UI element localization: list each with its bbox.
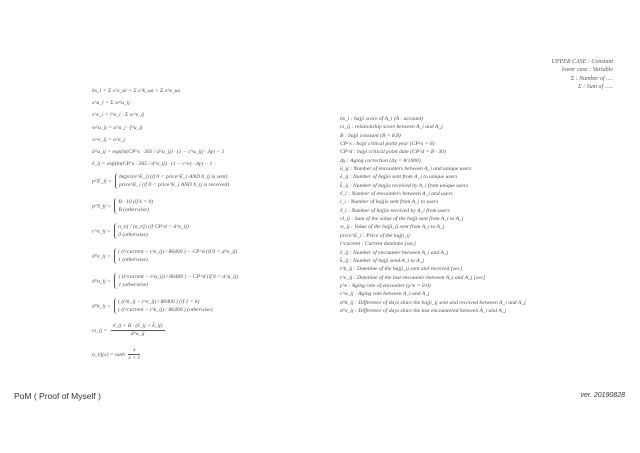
notation-legend bbox=[552, 58, 614, 91]
formula-days-bajji bbox=[92, 273, 238, 289]
case-line: ln(price^E_i) (if 0 < price^E_i AND b_ij is sent) bbox=[119, 174, 228, 181]
definition-row: ẽ_ij : Number of bajjis sent from A_i to unique users bbox=[340, 174, 458, 181]
case-line: ( (t^current − t^k_ij) / 86400 ) (otherwise) bbox=[118, 307, 213, 314]
definition-row: ℓ_i : Number of bajjis received by A_i from users bbox=[340, 207, 450, 214]
case-line: B (otherwise) bbox=[118, 207, 149, 214]
definition-row: t^current : Current datetime [sec] bbox=[340, 241, 416, 248]
case-line: 1 (otherwise) bbox=[118, 257, 148, 264]
definition-row: c^u_ij : Aging rate between A_i and A_j bbox=[340, 291, 430, 298]
definition-row: vl_ij : Sum of the value of the bajji sent from A_i to A_j bbox=[340, 216, 464, 223]
formula-label: p^E_ij = bbox=[92, 178, 112, 185]
formula-aging-u: ã^u_ij = exp(ln(CP^s · 365 / d^u_ij) · (1 − c^u_ij) · Δγ) − 1 bbox=[92, 148, 225, 155]
legend-line: Σ : Sum of ….. bbox=[578, 83, 613, 90]
definition-row: d^e_ij : Difference of days since the last encountered between A_i and A_j bbox=[340, 307, 507, 314]
formula-aging-rate bbox=[92, 223, 238, 239]
definition-row: t^k_ij : Datetime of the bajji_ij sent and received [sec] bbox=[340, 266, 463, 273]
formula-sum-e: s^e_i = l^e_i · Σ w^e_ij bbox=[92, 112, 145, 119]
formula-relationship-score bbox=[92, 323, 238, 338]
definition-row: l_i : Number of bajjis sent from A_i to users bbox=[340, 199, 439, 206]
definition-row: bs_i : bajji score of A_i (A : account) bbox=[340, 116, 424, 122]
definition-row: ũ_ij : Number of encounters between A_i and unique users bbox=[340, 166, 472, 173]
formula-weight-e: w^e_ij = a^e_j bbox=[92, 136, 126, 143]
formula-label: p^S_ij = bbox=[92, 203, 112, 210]
case-line: n_t/j / (n_t/j) (if CP^d < d^e_ij) bbox=[118, 224, 189, 231]
definition-list bbox=[340, 115, 526, 315]
formula-label: d^e_ij = bbox=[92, 253, 111, 260]
definition-row: CP^s : bajji critical point year (CP^s = 8) bbox=[340, 141, 435, 148]
case-line: ( (t^k_ij − t^e_ij) / 86400 ) (if 1 < k) bbox=[118, 299, 200, 306]
formula-aging-e: ẽ_ij = exp(ln(CP^s · 365 / d^e_ij) · (1 − c^e) · Δγ) − 1 bbox=[92, 161, 213, 168]
definition-row: w_ij : Value of the bajji_ij sent from A_i to A_j bbox=[340, 224, 445, 231]
case-line: ( (t^current − t^u_ij) / 86400 ) − CP^d (if 0 < d^u_ij) bbox=[118, 274, 239, 281]
case-line: B · 10 (if k = 0) bbox=[118, 199, 154, 206]
definition-row: price^E_i : Price of the bajji_ij bbox=[340, 232, 410, 239]
fraction-denominator: d^u_ij bbox=[130, 331, 145, 338]
fraction bbox=[111, 323, 165, 338]
case-brace bbox=[115, 173, 229, 189]
fraction-denominator: x + 1 bbox=[128, 355, 141, 362]
document-title: PoM ( Proof of Myself ) bbox=[14, 391, 101, 401]
definition-row: γ^e : Aging rate of encounter (γ^e = 0.0) bbox=[340, 282, 431, 289]
formula-label: d^u_ij = bbox=[92, 278, 112, 285]
version-label: ver. 20190828 bbox=[580, 392, 625, 399]
formula-bajji-score: bs_i = Σ s^x_ui + Σ s^k_ua + Σ s^e_ua bbox=[92, 88, 181, 94]
case-brace bbox=[114, 198, 153, 214]
formula-sum-u: s^u_i = Σ w^u_ij bbox=[92, 100, 130, 107]
definition-row: ẽ_ij : Number of encounter between A_i and A_j bbox=[340, 249, 449, 256]
legend-line: lower case : Variable bbox=[561, 67, 613, 74]
case-brace bbox=[114, 223, 189, 239]
formula-list bbox=[92, 88, 238, 368]
definition-row: ℓ_i : Number of encounters between A_i and users bbox=[340, 191, 453, 198]
formula-days-sent-received bbox=[92, 298, 238, 314]
formula-tanh bbox=[92, 347, 238, 362]
definition-row: k̃_ij : Number of bajji send A_i to A_j bbox=[340, 257, 425, 264]
formula-weight-u: w^u_ij = a^u_j · f^u_ij bbox=[92, 124, 143, 131]
fraction-numerator: x bbox=[128, 347, 140, 355]
case-line: price^E_i (if 0 < price^E_i AND b_ij is received) bbox=[119, 182, 230, 189]
case-brace bbox=[114, 273, 238, 289]
case-line: ( (t^current − t^e_ij) / 86400 ) − CP^d (if 0 < d^e_ij) bbox=[118, 249, 238, 256]
formula-label: n_t/j(x) = tanh bbox=[92, 352, 125, 359]
definition-row: t^e_ij : Datetime of the last encounter between A_i and A_j [sec] bbox=[340, 274, 486, 281]
legend-line: Σ : Number of …. bbox=[570, 75, 613, 82]
formula-label: d^k_ij = bbox=[92, 303, 111, 310]
case-line: 1 (otherwise) bbox=[118, 282, 149, 289]
fraction bbox=[128, 347, 140, 362]
formula-price bbox=[92, 173, 238, 189]
fraction-numerator: ẽ_ij + B · (ẽ_ij + k̃_ij) bbox=[112, 323, 163, 330]
legend-line: UPPER CASE : Constant bbox=[551, 59, 613, 65]
definition-row: d^k_ij : Difference of days since the bajji_ij sent and received between A_i and A_j bbox=[340, 299, 526, 306]
case-brace bbox=[114, 248, 237, 264]
definition-row: B : bajji constant (B = 8.8) bbox=[340, 132, 401, 139]
formula-days-encounter bbox=[92, 248, 238, 264]
case-line: 0 (otherwise) bbox=[118, 232, 148, 239]
definition-row: Δγ : Aging correction (Δγ = 8/1000) bbox=[340, 157, 421, 164]
formula-score-constant bbox=[92, 198, 238, 214]
definition-row: rs_ij : relationship score between A_i and A_j bbox=[340, 124, 443, 131]
formula-label: rs_ij = bbox=[92, 328, 108, 335]
definition-row: k̃_ij : Number of bajjis received by A_i from unique users bbox=[340, 182, 469, 189]
case-brace bbox=[114, 298, 213, 314]
formula-label: c^u_ij = bbox=[92, 228, 111, 235]
definition-row: CP^d : bajji critical point date (CP^d = B · 30) bbox=[340, 149, 446, 156]
